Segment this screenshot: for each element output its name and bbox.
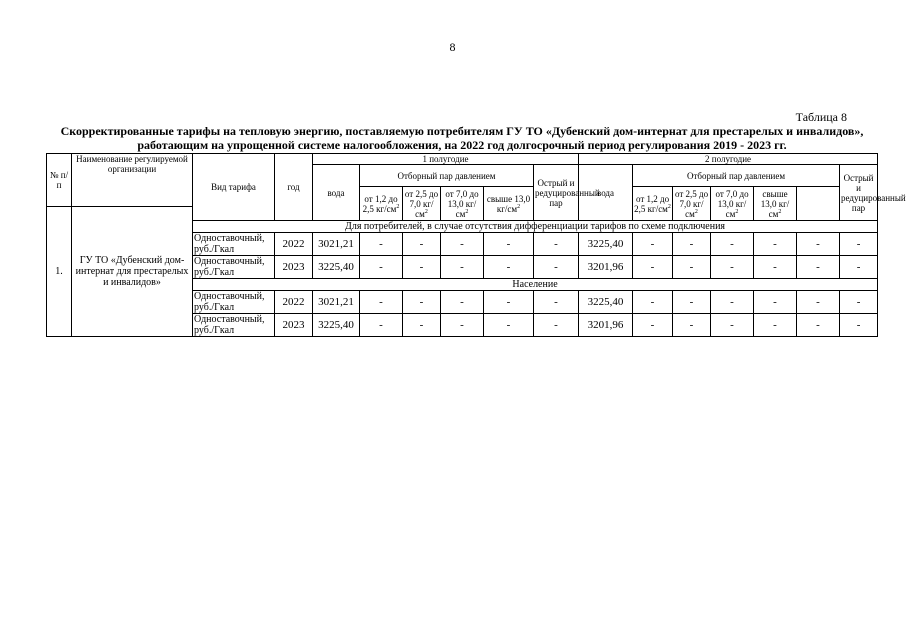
header-half-2: 2 полугодие (579, 154, 878, 165)
cell-h1-p3: - (441, 314, 484, 337)
cell-h2-p4: - (754, 314, 797, 337)
cell-h1-p1: - (360, 314, 403, 337)
header-tariff-type: Вид тарифа (193, 154, 275, 221)
cell-h1-water: 3225,40 (313, 314, 360, 337)
cell-year: 2023 (275, 256, 313, 279)
cell-h1-p4: - (484, 314, 534, 337)
header-h2-p2: от 2,5 до 7,0 $кг/см^2$ (673, 187, 711, 221)
cell-h2-p2: - (673, 256, 711, 279)
cell-h2-p4: - (754, 256, 797, 279)
cell-h2-water: 3225,40 (579, 233, 633, 256)
cell-h1-p2: - (403, 314, 441, 337)
cell-h1-sharp: - (534, 291, 579, 314)
cell-tariff-type: Одноставочный, руб./Гкал (193, 256, 275, 279)
header-h2-p3: от 7,0 до 13,0 $кг/см^2$ (711, 187, 754, 221)
header-h1-water: вода (313, 165, 360, 221)
cell-h2-water: 3201,96 (579, 256, 633, 279)
cell-h1-p2: - (403, 256, 441, 279)
cell-h2-sharp: - (840, 314, 878, 337)
org-name: ГУ ТО «Дубенский дом-интернат для престарелых и инвалидов» (72, 207, 193, 337)
page-number: 8 (449, 40, 456, 54)
header-h2-p5 (797, 187, 840, 221)
cell-h2-p2: - (673, 314, 711, 337)
org-number: 1. (47, 207, 72, 337)
cell-h1-sharp: - (534, 256, 579, 279)
cell-h1-p3: - (441, 256, 484, 279)
cell-h1-p1: - (360, 291, 403, 314)
header-h2-steam: Отборный пар давлением (633, 165, 840, 187)
cell-h1-sharp: - (534, 233, 579, 256)
cell-tariff-type: Одноставочный, руб./Гкал (193, 291, 275, 314)
cell-h2-sharp: - (840, 291, 878, 314)
cell-h1-p3: - (441, 291, 484, 314)
cell-h2-p2: - (673, 233, 711, 256)
header-h1-p3: от 7,0 до 13,0 $кг/см^2$ (441, 187, 484, 221)
cell-h1-water: 3021,21 (313, 233, 360, 256)
cell-h2-extra: - (797, 291, 840, 314)
header-h1-p4: свыше 13,0 $кг/см^2$ (484, 187, 534, 221)
cell-h1-water: 3021,21 (313, 291, 360, 314)
cell-h2-p1: - (633, 314, 673, 337)
cell-h1-p3: - (441, 233, 484, 256)
cell-tariff-type: Одноставочный, руб./Гкал (193, 233, 275, 256)
header-year: год (275, 154, 313, 221)
header-h1-sharp: Острый и редуцированный пар (534, 165, 579, 221)
cell-year: 2022 (275, 233, 313, 256)
tariff-table (46, 153, 906, 337)
cell-h1-p4: - (484, 291, 534, 314)
cell-tariff-type: Одноставочный, руб./Гкал (193, 314, 275, 337)
cell-h2-extra: - (797, 314, 840, 337)
cell-year: 2022 (275, 291, 313, 314)
cell-h2-p1: - (633, 291, 673, 314)
cell-h1-p4: - (484, 233, 534, 256)
header-num: № п/п (47, 154, 72, 207)
header-org: Наименование регулируемой организации (72, 154, 193, 207)
section-title: Население (193, 279, 878, 291)
cell-h2-sharp: - (840, 233, 878, 256)
section-title: Для потребителей, в случае отсутствия дифференциации тарифов по схеме подключения (193, 221, 878, 233)
cell-h2-p2: - (673, 291, 711, 314)
cell-h2-p4: - (754, 291, 797, 314)
table-title: Скорректированные тарифы на тепловую энергию, поставляемую потребителям ГУ ТО «Дубенский дом-интернат для престарелых и инвалидов», работающим на упрощенной системе налогообложения, на 2022 год долгосрочный период регулирования 2019 - 2023 гг. (60, 124, 864, 152)
cell-h1-p4: - (484, 256, 534, 279)
cell-h1-p2: - (403, 291, 441, 314)
cell-h2-p1: - (633, 256, 673, 279)
cell-year: 2023 (275, 314, 313, 337)
cell-h1-sharp: - (534, 314, 579, 337)
header-half-1: 1 полугодие (313, 154, 579, 165)
header-h2-p4: свыше 13,0 $кг/см^2$ (754, 187, 797, 221)
cell-h1-water: 3225,40 (313, 256, 360, 279)
cell-h2-p1: - (633, 233, 673, 256)
cell-h2-p3: - (711, 314, 754, 337)
cell-h1-p1: - (360, 256, 403, 279)
cell-h2-water: 3225,40 (579, 291, 633, 314)
cell-h2-sharp: - (840, 256, 878, 279)
table-label: Таблица 8 (795, 110, 847, 124)
header-h2-sharp: Острый и редуцированный пар (840, 165, 878, 221)
cell-h2-p4: - (754, 233, 797, 256)
cell-h2-p3: - (711, 291, 754, 314)
header-h2-water: вода (579, 165, 633, 221)
header-h1-p1: от 1,2 до 2,5 $кг/см^2$ (360, 187, 403, 221)
header-h1-steam: Отборный пар давлением (360, 165, 534, 187)
cell-h2-water: 3201,96 (579, 314, 633, 337)
header-h2-p1: от 1,2 до 2,5 $кг/см^2$ (633, 187, 673, 221)
header-h1-p2: от 2,5 до 7,0 $кг/см^2$ (403, 187, 441, 221)
cell-h2-p3: - (711, 256, 754, 279)
cell-h2-p3: - (711, 233, 754, 256)
cell-h2-extra: - (797, 256, 840, 279)
cell-h1-p2: - (403, 233, 441, 256)
cell-h1-p1: - (360, 233, 403, 256)
cell-h2-extra: - (797, 233, 840, 256)
